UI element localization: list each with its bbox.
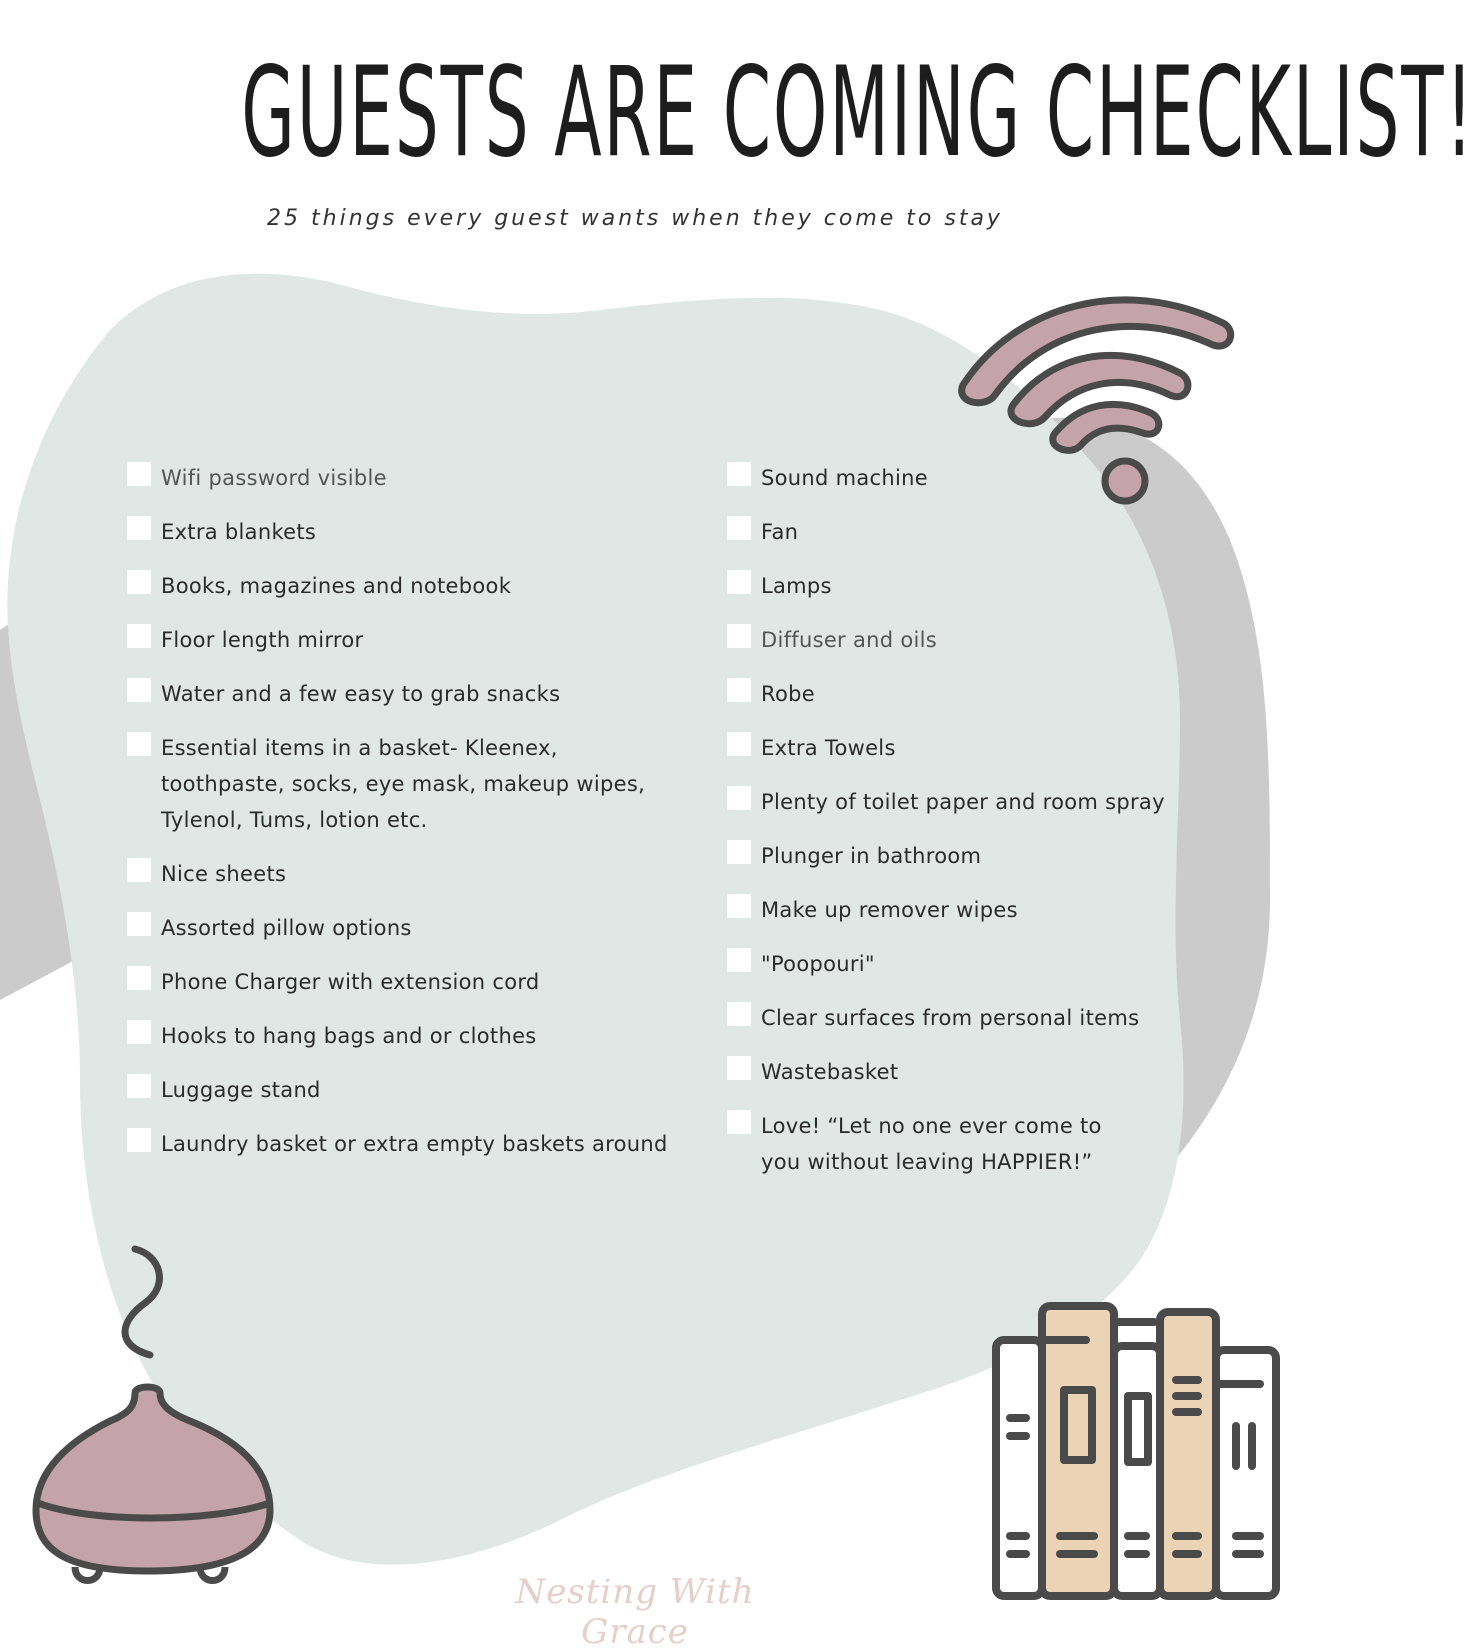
checklist-item[interactable] (127, 910, 687, 964)
checkbox[interactable] (727, 516, 751, 540)
checklist-item-label: Nice sheets (161, 862, 287, 886)
diffuser-icon (30, 1245, 280, 1580)
checkbox[interactable] (127, 732, 151, 756)
checklist-item[interactable] (127, 964, 687, 1018)
checkbox[interactable] (727, 1056, 751, 1080)
checkbox[interactable] (127, 624, 151, 648)
checklist-item[interactable] (127, 856, 687, 910)
checklist-item-label: Essential items in a basket- Kleenex, toothpaste, socks, eye mask, makeup wipes, Tylenol, Tums, lotion etc. (161, 736, 646, 832)
checklist-item[interactable] (727, 460, 1197, 514)
checkbox[interactable] (727, 678, 751, 702)
checklist-item-label: Books, magazines and notebook (161, 574, 512, 598)
checklist-item[interactable] (727, 1054, 1197, 1108)
checklist-item[interactable] (727, 946, 1197, 1000)
checklist-item[interactable] (127, 1072, 687, 1126)
checklist-item[interactable] (727, 514, 1197, 568)
checklist-item[interactable] (727, 1000, 1197, 1054)
checkbox[interactable] (127, 912, 151, 936)
checklist-item-label: "Poopouri" (761, 952, 875, 976)
checkbox[interactable] (727, 840, 751, 864)
checkbox[interactable] (727, 948, 751, 972)
checklist-item[interactable] (727, 730, 1197, 784)
checklist-item-label: Water and a few easy to grab snacks (161, 682, 561, 706)
page-title: GUESTS ARE COMING CHECKLIST! (241, 41, 1475, 185)
checklist-item[interactable] (127, 460, 687, 514)
checklist-item-label: Laundry basket or extra empty baskets around (161, 1132, 668, 1156)
checkbox[interactable] (727, 1110, 751, 1134)
checklist-right-column (727, 460, 1197, 1198)
page-subtitle: 25 things every guest wants when they come to stay (267, 206, 1003, 231)
checklist-item[interactable] (127, 514, 687, 568)
checklist-item-label: Floor length mirror (161, 628, 364, 652)
checklist-item[interactable] (127, 1126, 687, 1180)
checklist-item[interactable] (727, 676, 1197, 730)
checklist-item-label: Sound machine (761, 466, 928, 490)
checkbox[interactable] (127, 1128, 151, 1152)
checkbox[interactable] (127, 858, 151, 882)
checklist-left-column (127, 460, 687, 1180)
checklist-item[interactable] (127, 568, 687, 622)
checkbox[interactable] (127, 570, 151, 594)
checkbox[interactable] (127, 678, 151, 702)
checklist-item[interactable] (727, 784, 1197, 838)
checkbox[interactable] (727, 462, 751, 486)
checklist-item-label: Luggage stand (161, 1078, 321, 1102)
checklist-item-label: Clear surfaces from personal items (761, 1006, 1140, 1030)
checklist-item-label: Diffuser and oils (761, 628, 938, 652)
checklist-item-label: Love! “Let no one ever come to you without leaving HAPPIER!” (761, 1114, 1102, 1174)
checkbox[interactable] (127, 516, 151, 540)
checklist-item[interactable] (727, 568, 1197, 622)
brand-signature: Nesting With Grace (515, 1572, 755, 1652)
checklist-item[interactable] (127, 730, 687, 856)
checkbox[interactable] (727, 624, 751, 648)
checklist-item[interactable] (727, 1108, 1121, 1198)
checklist-item[interactable] (727, 838, 1197, 892)
checklist-item[interactable] (727, 622, 1197, 676)
checklist-item-label: Wastebasket (761, 1060, 899, 1084)
checklist-item-label: Lamps (761, 574, 832, 598)
books-icon (990, 1300, 1270, 1600)
checklist-item-label: Extra Towels (761, 736, 896, 760)
checklist-item-label: Robe (761, 682, 815, 706)
checkbox[interactable] (127, 462, 151, 486)
checklist-item[interactable] (127, 1018, 687, 1072)
checklist-item-label: Plunger in bathroom (761, 844, 982, 868)
checkbox[interactable] (727, 732, 751, 756)
checkbox[interactable] (727, 1002, 751, 1026)
checklist-item-label: Extra blankets (161, 520, 317, 544)
checkbox[interactable] (727, 894, 751, 918)
checklist-item[interactable] (127, 622, 687, 676)
checklist-item[interactable] (127, 676, 687, 730)
checklist-item[interactable] (727, 892, 1197, 946)
checkbox[interactable] (127, 1020, 151, 1044)
checklist-item-label: Phone Charger with extension cord (161, 970, 540, 994)
checklist-item-label: Assorted pillow options (161, 916, 412, 940)
checklist-item-label: Make up remover wipes (761, 898, 1018, 922)
checklist-item-label: Hooks to hang bags and or clothes (161, 1024, 537, 1048)
checkbox[interactable] (727, 786, 751, 810)
checkbox[interactable] (127, 966, 151, 990)
checkbox[interactable] (127, 1074, 151, 1098)
checklist-item-label: Plenty of toilet paper and room spray (761, 790, 1165, 814)
checkbox[interactable] (727, 570, 751, 594)
checklist-item-label: Wifi password visible (161, 466, 387, 490)
checklist-item-label: Fan (761, 520, 799, 544)
